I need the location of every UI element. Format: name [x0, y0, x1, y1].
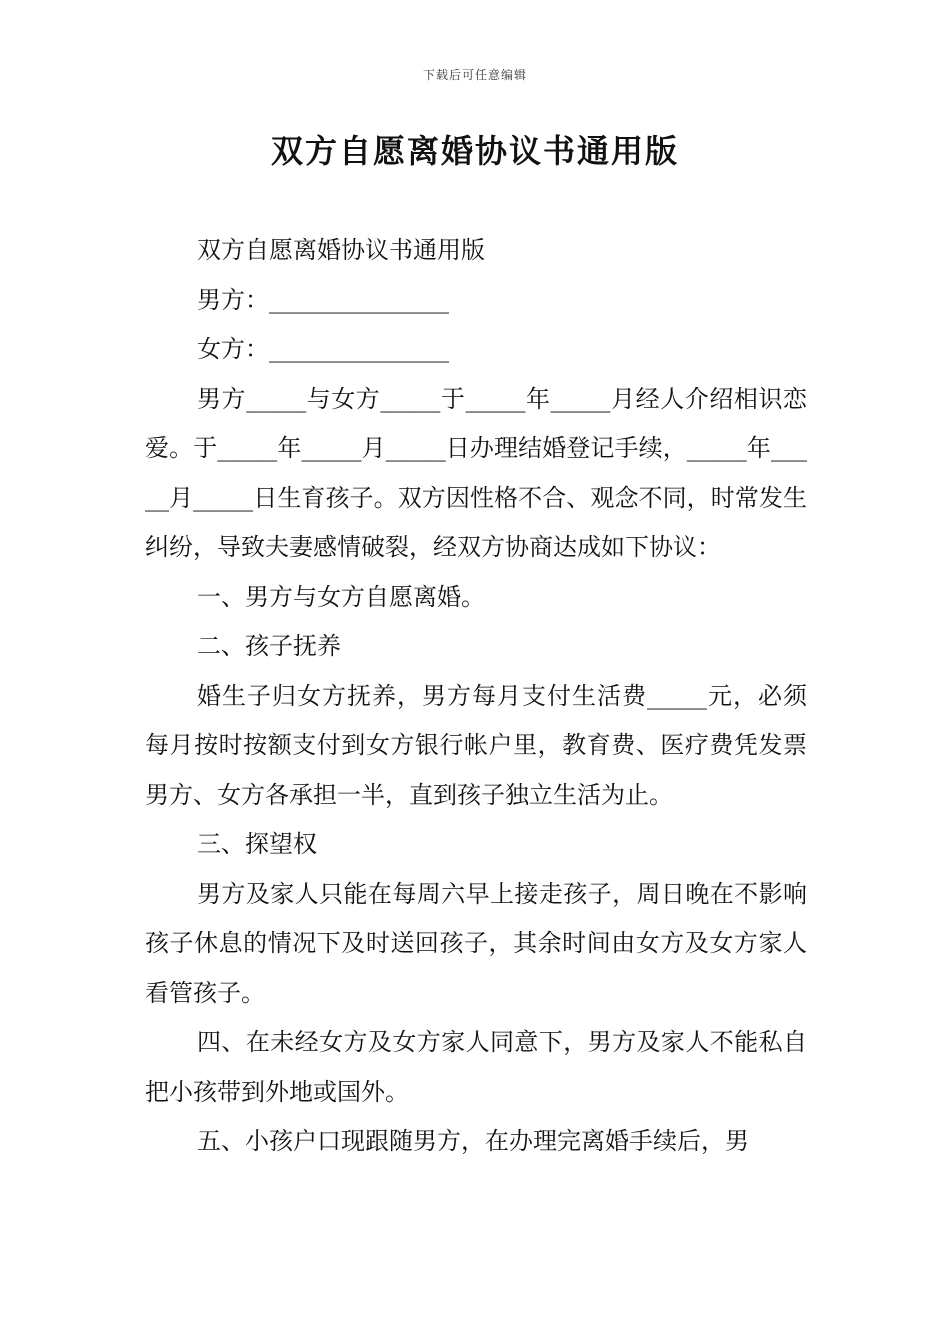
page-header-note: 下载后可任意编辑	[422, 68, 527, 82]
paragraph-clause-2-heading: 二、孩子抚养	[197, 632, 341, 660]
paragraph-clause-3-heading: 三、探望权	[197, 830, 317, 858]
paragraph-female-party: 女方：_______________	[197, 335, 449, 363]
paragraph-background: 男方_____与女方_____于_____年_____月经人介绍相识恋爱。于_____年_____月_____日办理结婚登记手续，_____年_____月_____日生育孩子。双方因性格不合、观念不同，时常发生纠纷，导致夫妻感情破裂，经双方协商达成如下协议：	[145, 384, 807, 561]
paragraph-clause-5: 五、小孩户口现跟随男方，在办理完离婚手续后，男	[197, 1127, 749, 1155]
paragraph-male-party: 男方：_______________	[197, 285, 449, 314]
document-title: 双方自愿离婚协议书通用版	[270, 132, 679, 170]
paragraph-clause-4: 四、在未经女方及女方家人同意下，男方及家人不能私自把小孩带到外地或国外。	[145, 1028, 807, 1106]
paragraph-clause-1: 一、男方与女方自愿离婚。	[197, 582, 485, 611]
paragraph-clause-2-body: 婚生子归女方抚养，男方每月支付生活费_____元，必须每月按时按额支付到女方银行帐户里，教育费、医疗费凭发票男方、女方各承担一半，直到孩子独立生活为止。	[145, 681, 807, 809]
paragraph-clause-3-body: 男方及家人只能在每周六早上接走孩子，周日晚在不影响孩子休息的情况下及时送回孩子，其余时间由女方及女方家人看管孩子。	[145, 879, 807, 1007]
document-body	[145, 226, 807, 1167]
paragraph-subtitle: 双方自愿离婚协议书通用版	[197, 236, 485, 264]
